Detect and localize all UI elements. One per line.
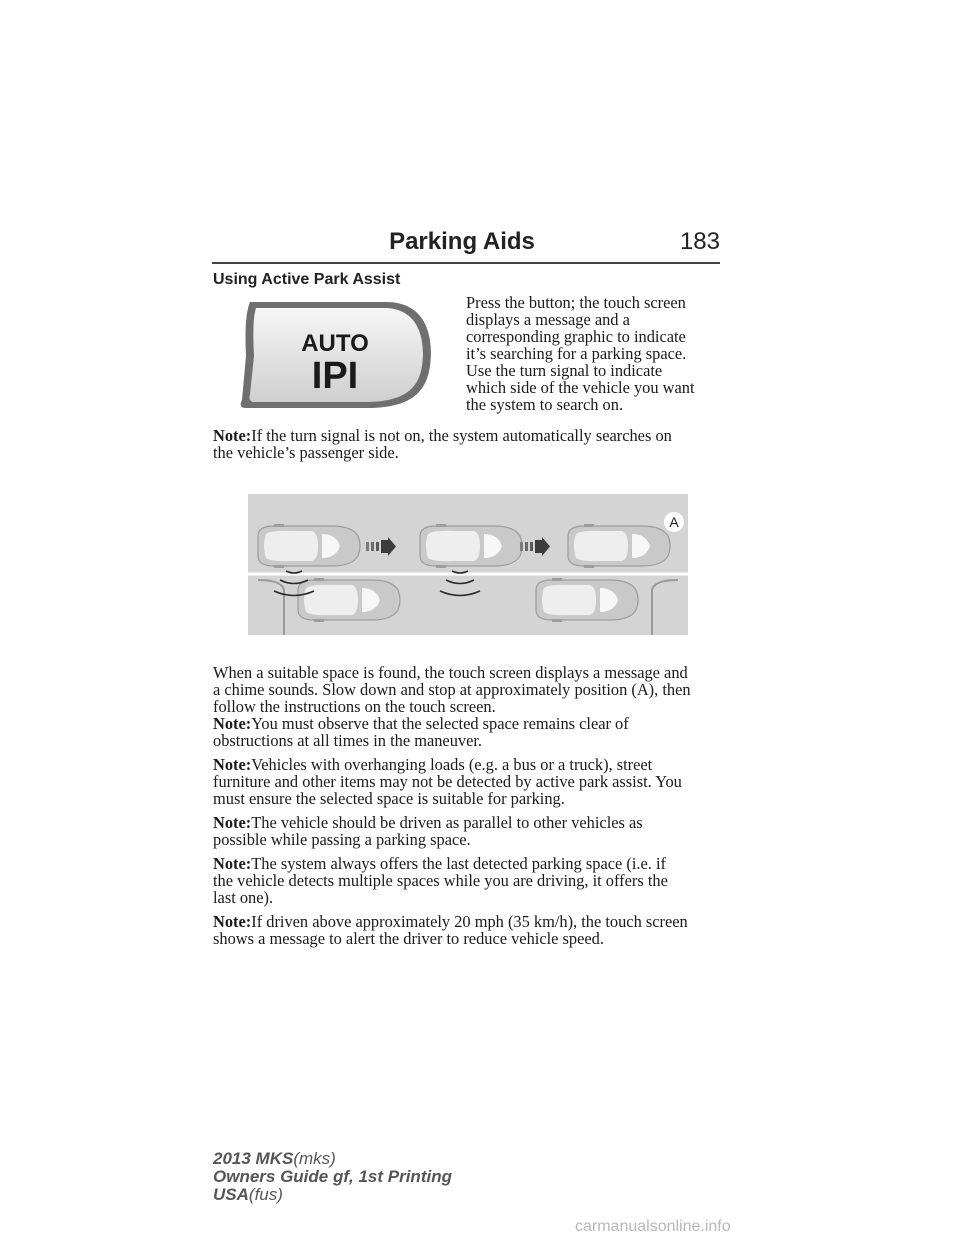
watermark: carmanualsonline.info (575, 1218, 731, 1235)
button-label-auto: AUTO (301, 330, 369, 357)
page-header-title: Parking Aids (389, 228, 535, 255)
header-rule (212, 262, 720, 264)
moving-car-middle (420, 524, 522, 568)
button-label-ipi: IPI (311, 355, 359, 397)
moving-car-position-a (568, 524, 670, 568)
intro-paragraph: Press the button; the touch screen displays a message and a corresponding graphic to indicate it’s searching for a parking space. Use the turn signal to indicate which side of the vehicle you want the system to search on. (466, 293, 695, 414)
note-drive-parallel: Note:The vehicle should be driven as parallel to other vehicles as possible while passing a parking space. (213, 813, 643, 849)
document-footer: 2013 MKS(mks) Owners Guide gf, 1st Printing USA(fus) (213, 1149, 452, 1204)
position-a-label: A (669, 514, 679, 530)
parking-search-diagram (248, 494, 688, 635)
note-observe-space: Note:You must observe that the selected space remains clear of obstructions at all times in the maneuver. (213, 714, 629, 750)
note-overhanging-loads: Note:Vehicles with overhanging loads (e.g. a bus or a truck), street furniture and other items may not be detected by active park assist. You must ensure the selected space is suitable for parking. (213, 755, 682, 808)
parked-car-right (536, 578, 638, 622)
note-speed-limit: Note:If driven above approximately 20 mph (35 km/h), the touch screen shows a message to alert the driver to reduce vehicle speed. (213, 912, 688, 948)
note-last-detected-space: Note:The system always offers the last detected parking space (i.e. if the vehicle detects multiple spaces while you are driving, it offers the last one). (213, 854, 668, 907)
page-number: 183 (679, 228, 720, 255)
note-turn-signal: Note:If the turn signal is not on, the system automatically searches on the vehicle’s passenger side. (213, 426, 672, 462)
section-heading: Using Active Park Assist (213, 271, 401, 288)
moving-car-start (258, 524, 360, 568)
auto-ipi-button-illustration (236, 296, 436, 412)
parked-car-left (298, 578, 400, 622)
space-found-paragraph: When a suitable space is found, the touch screen displays a message and a chime sounds. Slow down and stop at approximately position (A), then follow the instructions on the touch screen. (213, 663, 691, 716)
